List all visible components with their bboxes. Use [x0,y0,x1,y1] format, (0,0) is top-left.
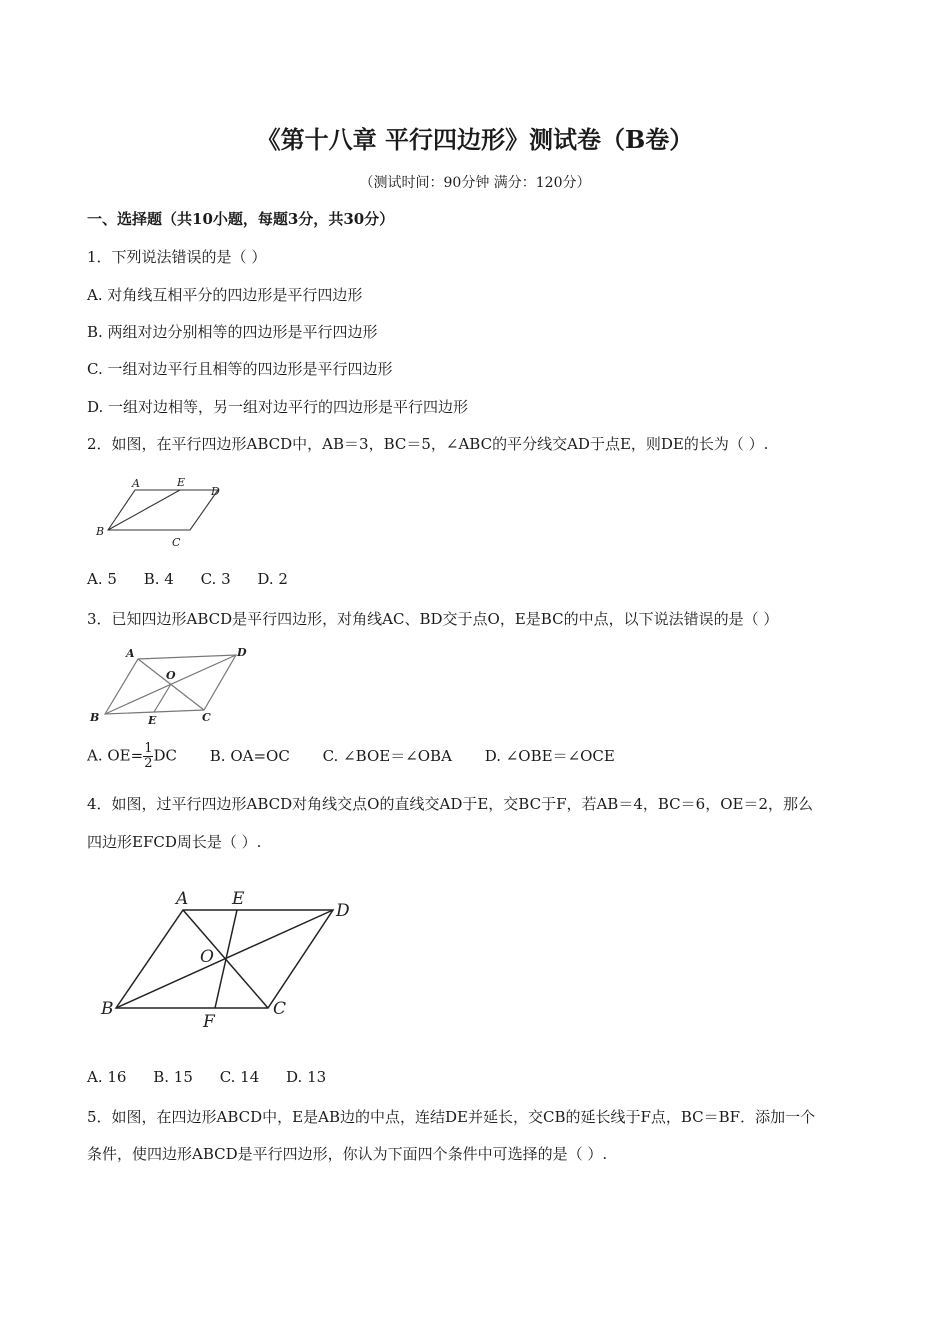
q3-label-e: E [148,714,157,727]
page-title: 《第十八章 平行四边形》测试卷（B卷） [256,125,694,154]
q4-label-b: B [101,999,114,1019]
q3-stem: 3．已知四边形ABCD是平行四边形，对角线AC、BD交于点O，E是BC的中点，以下说法错误的是（ ） [87,610,779,628]
q4-option-a: A. 16 [87,1068,127,1086]
q2-stem: 2．如图，在平行四边形ABCD中，AB＝3，BC＝5，∠ABC的平分线交AD于点E，则DE的长为（ ）. [87,435,769,453]
q4-label-e: E [232,889,245,909]
q3-option-b: B. OA=OC [209,746,290,765]
q4-label-o: O [200,947,214,967]
q4-option-c: C. 14 [219,1068,260,1086]
q2-label-c: C [172,536,181,549]
q4-figure [98,882,368,1032]
q3-option-c: C. ∠BOE＝∠OBA [322,746,452,765]
q3-label-o: O [166,669,176,682]
q3-label-b: B [90,711,100,724]
q3-option-d: D. ∠OBE＝∠OCE [484,746,615,765]
q3-label-d: D [237,646,247,659]
q4-stem-line2: 四边形EFCD周长是（ ）. [87,833,262,851]
q3-fraction-half [143,742,153,771]
q5-stem-line2: 条件，使四边形ABCD是平行四边形，你认为下面四个条件中可选择的是（ ）. [87,1145,608,1163]
q4-label-a: A [176,889,189,909]
q1-option-a: A. 对角线互相平分的四边形是平行四边形 [87,286,363,304]
section-heading: 一、选择题（共10小题，每题3分，共30分） [87,210,395,228]
q2-option-d: D. 2 [257,570,288,588]
q1-stem: 1．下列说法错误的是（ ） [87,248,267,266]
q2-option-b: B. 4 [143,570,174,588]
q2-parallelogram [108,490,218,530]
q3-label-a: A [126,647,135,660]
q2-option-a: A. 5 [87,570,117,588]
q1-option-b: B. 两组对边分别相等的四边形是平行四边形 [87,323,378,341]
q3-option-a-suffix: DC [153,746,177,765]
q4-option-d: D. 13 [286,1068,327,1086]
q3-option-a-prefix: A. OE= [87,746,144,765]
exam-info: （测试时间：90分钟 满分：120分） [359,175,591,191]
q2-label-b: B [96,525,105,538]
q2-label-a: A [132,477,140,490]
q3-figure [86,644,256,732]
q2-bisector-be [108,490,180,530]
q2-figure [90,472,240,552]
q4-option-b: B. 15 [153,1068,193,1086]
q3-fraction-numerator: 1 [144,741,153,756]
q4-label-c: C [273,999,287,1019]
q2-label-d: D [211,485,220,498]
q3-fraction-denominator: 2 [144,756,153,771]
q4-line-ef [215,910,237,1008]
q2-label-e: E [177,476,186,489]
q1-option-c: C. 一组对边平行且相等的四边形是平行四边形 [87,360,393,378]
q4-stem-line1: 4．如图，过平行四边形ABCD对角线交点O的直线交AD于E，交BC于F，若AB＝4，BC＝6，OE＝2，那么 [87,795,813,813]
q2-option-c: C. 3 [200,570,231,588]
q4-label-d: D [336,901,350,921]
q4-label-f: F [203,1012,215,1032]
q3-label-c: C [202,711,211,724]
q1-option-d: D. 一组对边相等，另一组对边平行的四边形是平行四边形 [87,398,469,416]
q5-stem-line1: 5．如图，在四边形ABCD中，E是AB边的中点，连结DE并延长，交CB的延长线于F点，BC＝BF．添加一个 [87,1108,816,1126]
